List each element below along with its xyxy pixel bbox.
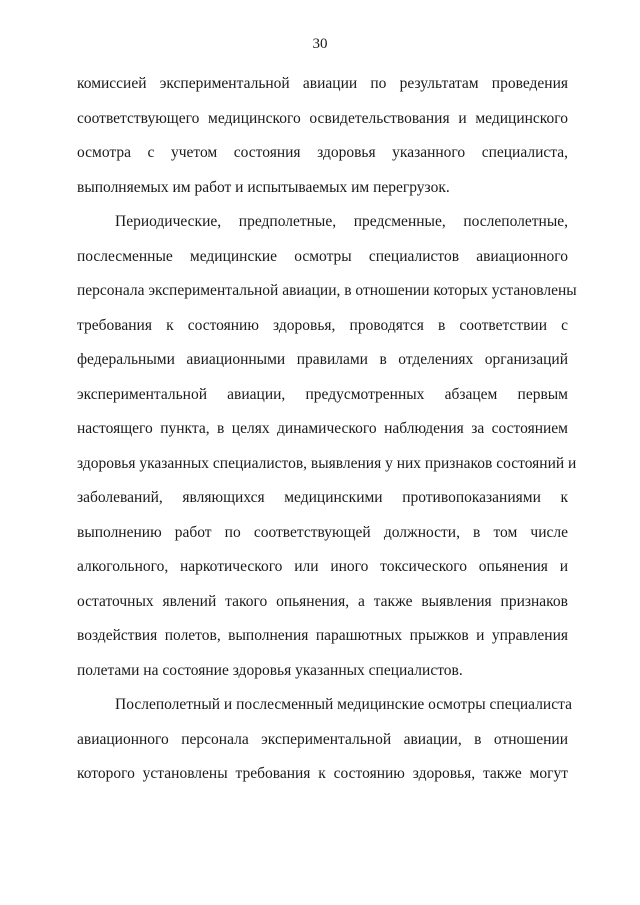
text-line: авиационного персонала экспериментальной авиации, в отношении <box>77 730 568 748</box>
text-line: осмотра с учетом состояния здоровья указанного специалиста, <box>77 144 568 161</box>
text-line: Послеполетный и послесменный медицинские осмотры специалиста <box>115 696 572 713</box>
text-line: федеральными авиационными правилами в отделениях организаций <box>77 351 568 368</box>
text-line: требования к состоянию здоровья, проводятся в соответствии с <box>77 316 568 334</box>
text-line: персонала экспериментальной авиации, в отношении которых установлены <box>77 282 577 299</box>
text-line: которого установлены требования к состоянию здоровья, также могут <box>77 765 568 782</box>
text-line: воздействия полетов, выполнения парашютных прыжков и управления <box>77 627 568 644</box>
paragraph-medical-examinations <box>77 211 577 694</box>
text-line: заболеваний, являющихся медицинскими противопоказаниями к <box>77 489 568 506</box>
text-line: комиссией экспериментальной авиации по результатам проведения <box>77 75 568 92</box>
text-line: соответствующего медицинского освидетельствования и медицинского <box>77 109 568 127</box>
paragraph-continuation <box>77 73 568 211</box>
text-line: полетами на состояние здоровья указанных специалистов. <box>77 661 463 679</box>
text-line: послесменные медицинские осмотры специалистов авиационного <box>77 247 568 265</box>
text-line: экспериментальной авиации, предусмотренных абзацем первым <box>77 385 568 403</box>
text-line: выполнению работ по соответствующей должности, в том числе <box>77 523 568 541</box>
text-line: выполняемых им работ и испытываемых им перегрузок. <box>77 178 450 196</box>
text-line: алкогольного, наркотического или иного токсического опьянения и <box>77 558 568 575</box>
text-line: Периодические, предполетные, предсменные, послеполетные, <box>115 213 568 230</box>
text-line: здоровья указанных специалистов, выявления у них признаков состояний и <box>77 454 577 472</box>
text-line: настоящего пункта, в целях динамического наблюдения за состоянием <box>77 420 568 437</box>
text-line: остаточных явлений такого опьянения, а также выявления признаков <box>77 592 568 610</box>
paragraph-post-flight-examinations <box>77 694 572 798</box>
page-number: 30 <box>312 36 328 52</box>
